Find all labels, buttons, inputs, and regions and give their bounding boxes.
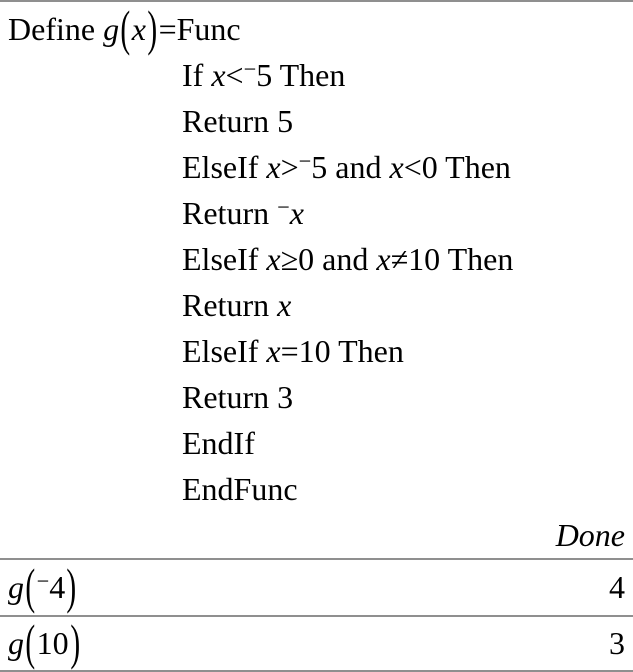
- variable: x: [376, 241, 391, 277]
- paren: (: [120, 2, 131, 57]
- variable: g: [8, 569, 24, 605]
- code-line: [8, 374, 625, 420]
- paren: (: [25, 558, 36, 615]
- variable: x: [131, 11, 146, 47]
- variable: x: [277, 287, 292, 323]
- code-line: [8, 52, 625, 98]
- code-line: [8, 2, 625, 57]
- done-result: Done: [555, 517, 625, 553]
- variable: x: [266, 149, 281, 185]
- history-entry-definition[interactable]: [0, 2, 633, 558]
- paren: ): [70, 615, 80, 670]
- expression-input: [8, 615, 81, 670]
- variable: g: [8, 625, 24, 661]
- code-line: [8, 328, 625, 374]
- code-line: [8, 282, 625, 328]
- paren: ): [66, 558, 77, 615]
- expression-input: [8, 558, 78, 615]
- text-run: Return 3: [182, 379, 294, 415]
- negative-sign: −: [298, 148, 312, 174]
- text-run: =10 Then: [280, 333, 404, 369]
- variable: g: [103, 11, 120, 47]
- text-run: >: [280, 149, 299, 185]
- text-run: =Func: [158, 11, 241, 47]
- variable: x: [289, 195, 304, 231]
- variable: x: [211, 57, 226, 93]
- expression-result: 3: [609, 625, 625, 661]
- history-entry[interactable]: [0, 558, 633, 615]
- text-run: Return: [182, 195, 278, 231]
- code-line: [8, 98, 625, 144]
- negative-sign: −: [277, 194, 290, 220]
- text-run: 10: [36, 625, 69, 661]
- text-run: ≥0 and: [280, 241, 377, 277]
- text-run: Define: [8, 11, 104, 47]
- text-run: ElseIf: [182, 149, 267, 185]
- negative-sign: −: [36, 568, 50, 594]
- paren: (: [25, 615, 36, 670]
- text-run: ElseIf: [182, 241, 267, 277]
- definition-code-block: [8, 2, 625, 512]
- variable: x: [266, 241, 281, 277]
- code-line: [8, 190, 625, 236]
- text-run: Return: [182, 287, 278, 323]
- text-run: 4: [49, 569, 66, 605]
- code-line: [8, 144, 625, 190]
- variable: x: [389, 149, 404, 185]
- text-run: ≠10 Then: [390, 241, 514, 277]
- text-run: If: [182, 57, 212, 93]
- code-line: [8, 236, 625, 282]
- code-line: [8, 420, 625, 466]
- text-run: 5 Then: [256, 57, 346, 93]
- expression-result: 4: [609, 569, 625, 605]
- text-run: 5 and: [311, 149, 390, 185]
- history-entry[interactable]: [0, 615, 633, 670]
- negative-sign: −: [243, 56, 257, 82]
- paren: ): [147, 2, 158, 57]
- text-run: ElseIf: [182, 333, 267, 369]
- text-run: Return 5: [182, 103, 294, 139]
- text-run: EndIf: [182, 425, 255, 461]
- variable: x: [266, 333, 281, 369]
- text-run: <: [225, 57, 244, 93]
- text-run: <0 Then: [403, 149, 511, 185]
- text-run: EndFunc: [182, 471, 298, 507]
- code-line: [8, 466, 625, 512]
